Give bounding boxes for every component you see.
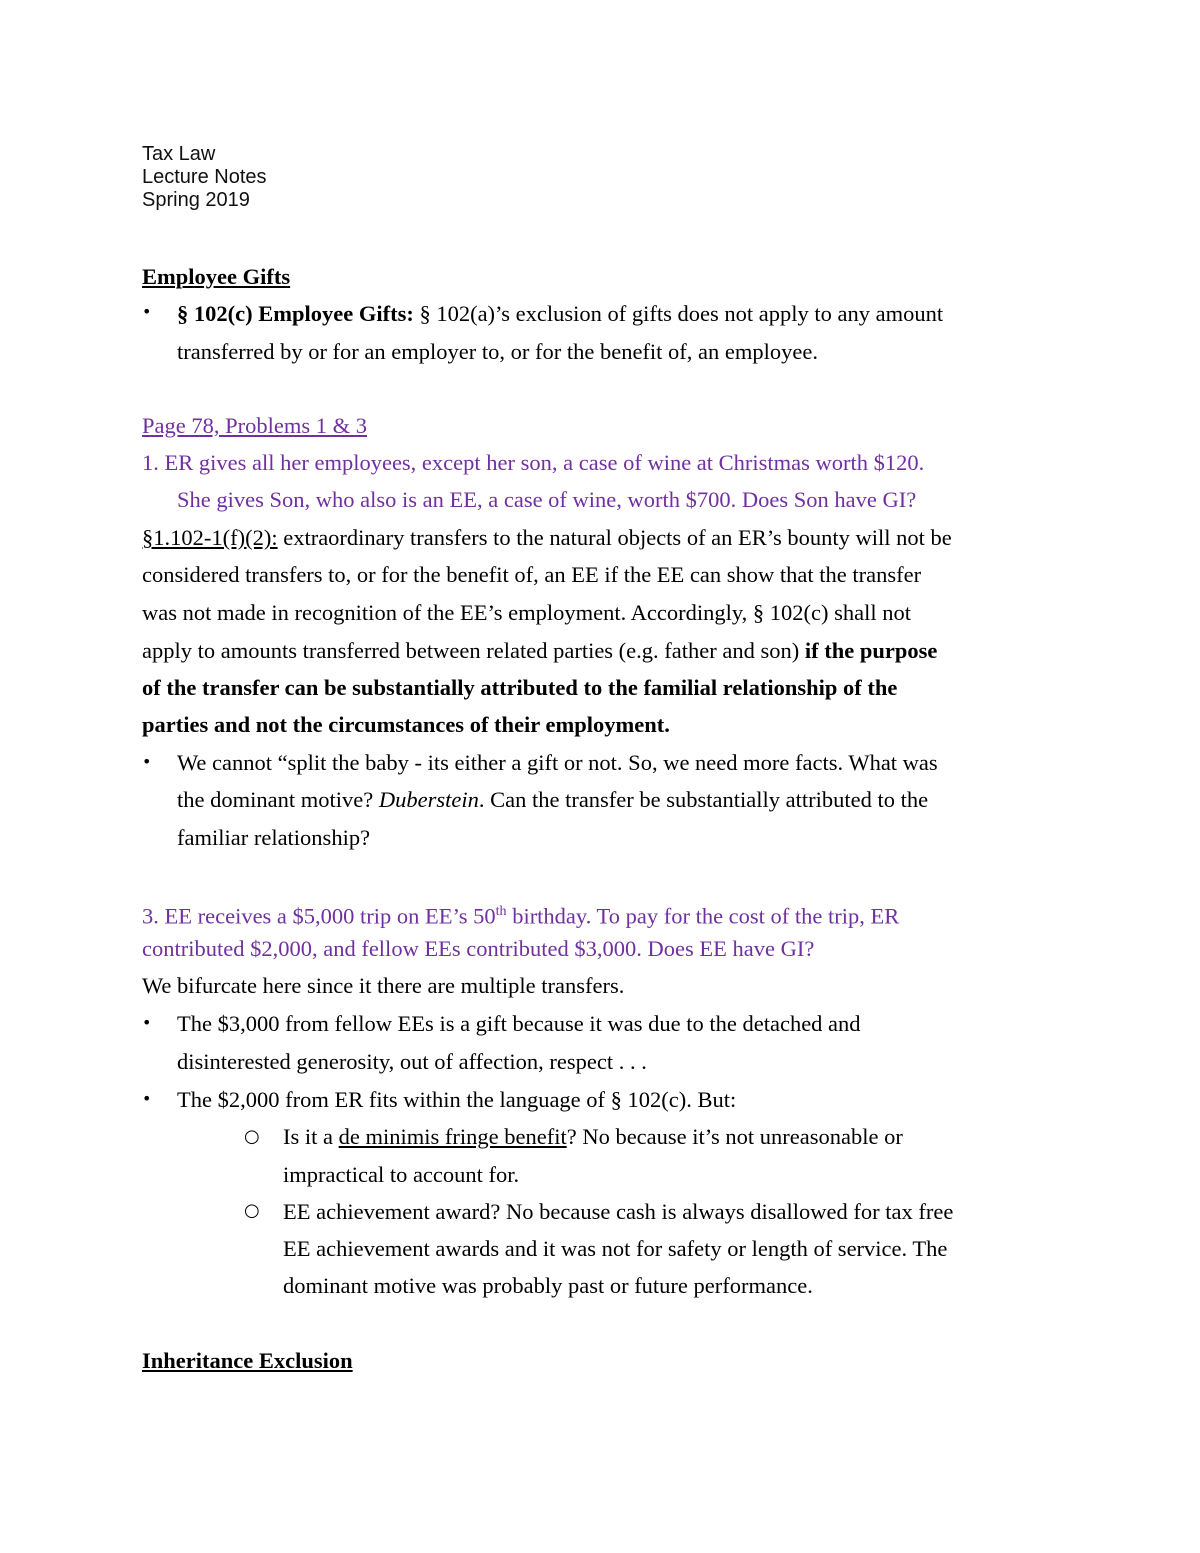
section-title-employee-gifts: Employee Gifts bbox=[142, 264, 291, 289]
problem3-text: birthday. To pay for the cost of the trip, ER bbox=[506, 903, 900, 929]
bullet-102c-line1 bbox=[177, 299, 943, 329]
term: de minimis fringe benefit bbox=[338, 1124, 567, 1149]
sub-text: Is it a bbox=[283, 1124, 339, 1149]
bullet-text: § 102(a)’s exclusion of gifts does not apply to any amount bbox=[413, 301, 944, 326]
problem1-analysis-line2 bbox=[177, 785, 928, 815]
regulation-text: extraordinary transfers to the natural objects of an ER’s bounty will not be bbox=[277, 525, 952, 550]
analysis-text: . Can the transfer be substantially attributed to the bbox=[478, 787, 929, 812]
problem3-line2: contributed $2,000, and fellow EEs contributed $3,000. Does EE have GI? bbox=[142, 936, 815, 961]
regulation-line3: was not made in recognition of the EE’s employment. Accordingly, § 102(c) shall not bbox=[142, 600, 911, 625]
sub-text: ? No because it’s not unreasonable or bbox=[566, 1124, 903, 1149]
bullet-102c-line2: transferred by or for an employer to, or for the benefit of, an employee. bbox=[177, 339, 818, 364]
problem3-note: We bifurcate here since it there are multiple transfers. bbox=[142, 973, 625, 998]
bullet-icon: • bbox=[142, 752, 152, 771]
regulation-line5: of the transfer can be substantially attributed to the familial relationship of the bbox=[142, 675, 898, 700]
problem3-sub2-line1: EE achievement award? No because cash is always disallowed for tax free bbox=[283, 1199, 954, 1224]
case-name: Duberstein bbox=[378, 787, 479, 812]
problem1-analysis-line3: familiar relationship? bbox=[177, 825, 371, 850]
hollow-bullet-icon: ○ bbox=[244, 1200, 260, 1221]
hollow-bullet-icon: ○ bbox=[244, 1126, 260, 1147]
problem3-line1 bbox=[142, 897, 899, 932]
problem3-bullet1-line2: disinterested generosity, out of affection, respect . . . bbox=[177, 1049, 647, 1074]
document-type: Lecture Notes bbox=[142, 166, 267, 188]
bullet-icon: • bbox=[142, 1089, 152, 1108]
regulation-bold-text: if the purpose bbox=[804, 638, 938, 663]
problem3-sub1-line1 bbox=[283, 1122, 903, 1152]
section-title-inheritance-exclusion: Inheritance Exclusion bbox=[142, 1348, 353, 1373]
problem3-sub2-line3: dominant motive was probably past or future performance. bbox=[283, 1273, 813, 1298]
problems-heading: Page 78, Problems 1 & 3 bbox=[142, 413, 367, 438]
problem1-analysis-line1: We cannot “split the baby - its either a gift or not. So, we need more facts. What was bbox=[177, 750, 938, 775]
problem1-line2: She gives Son, who also is an EE, a case of wine, worth $700. Does Son have GI? bbox=[177, 487, 917, 512]
regulation-line1 bbox=[142, 523, 952, 553]
problem3-sub2-line2: EE achievement awards and it was not for safety or length of service. The bbox=[283, 1236, 948, 1261]
analysis-text: the dominant motive? bbox=[177, 787, 379, 812]
bullet-icon: • bbox=[142, 1013, 152, 1032]
problem1-line1: 1. ER gives all her employees, except her son, a case of wine at Christmas worth $120. bbox=[142, 450, 925, 475]
bold-label: § 102(c) Employee Gifts: bbox=[177, 301, 414, 326]
bullet-icon: • bbox=[142, 302, 152, 321]
regulation-line2: considered transfers to, or for the benefit of, an EE if the EE can show that the transfer bbox=[142, 562, 922, 587]
problem3-bullet1-line1: The $3,000 from fellow EEs is a gift because it was due to the detached and bbox=[177, 1011, 861, 1036]
regulation-line6: parties and not the circumstances of their employment. bbox=[142, 712, 670, 737]
term: Spring 2019 bbox=[142, 189, 250, 211]
problem3-text: 3. EE receives a $5,000 trip on EE’s 50 bbox=[142, 903, 496, 929]
regulation-text: apply to amounts transferred between related parties (e.g. father and son) bbox=[142, 638, 805, 663]
course-name: Tax Law bbox=[142, 143, 216, 165]
ordinal-suffix: th bbox=[495, 904, 507, 919]
regulation-citation: §1.102-1(f)(2): bbox=[142, 525, 278, 550]
problem3-bullet2-line1: The $2,000 from ER fits within the language of § 102(c). But: bbox=[177, 1087, 737, 1112]
problem3-sub1-line2: impractical to account for. bbox=[283, 1162, 520, 1187]
regulation-line4 bbox=[142, 636, 937, 666]
